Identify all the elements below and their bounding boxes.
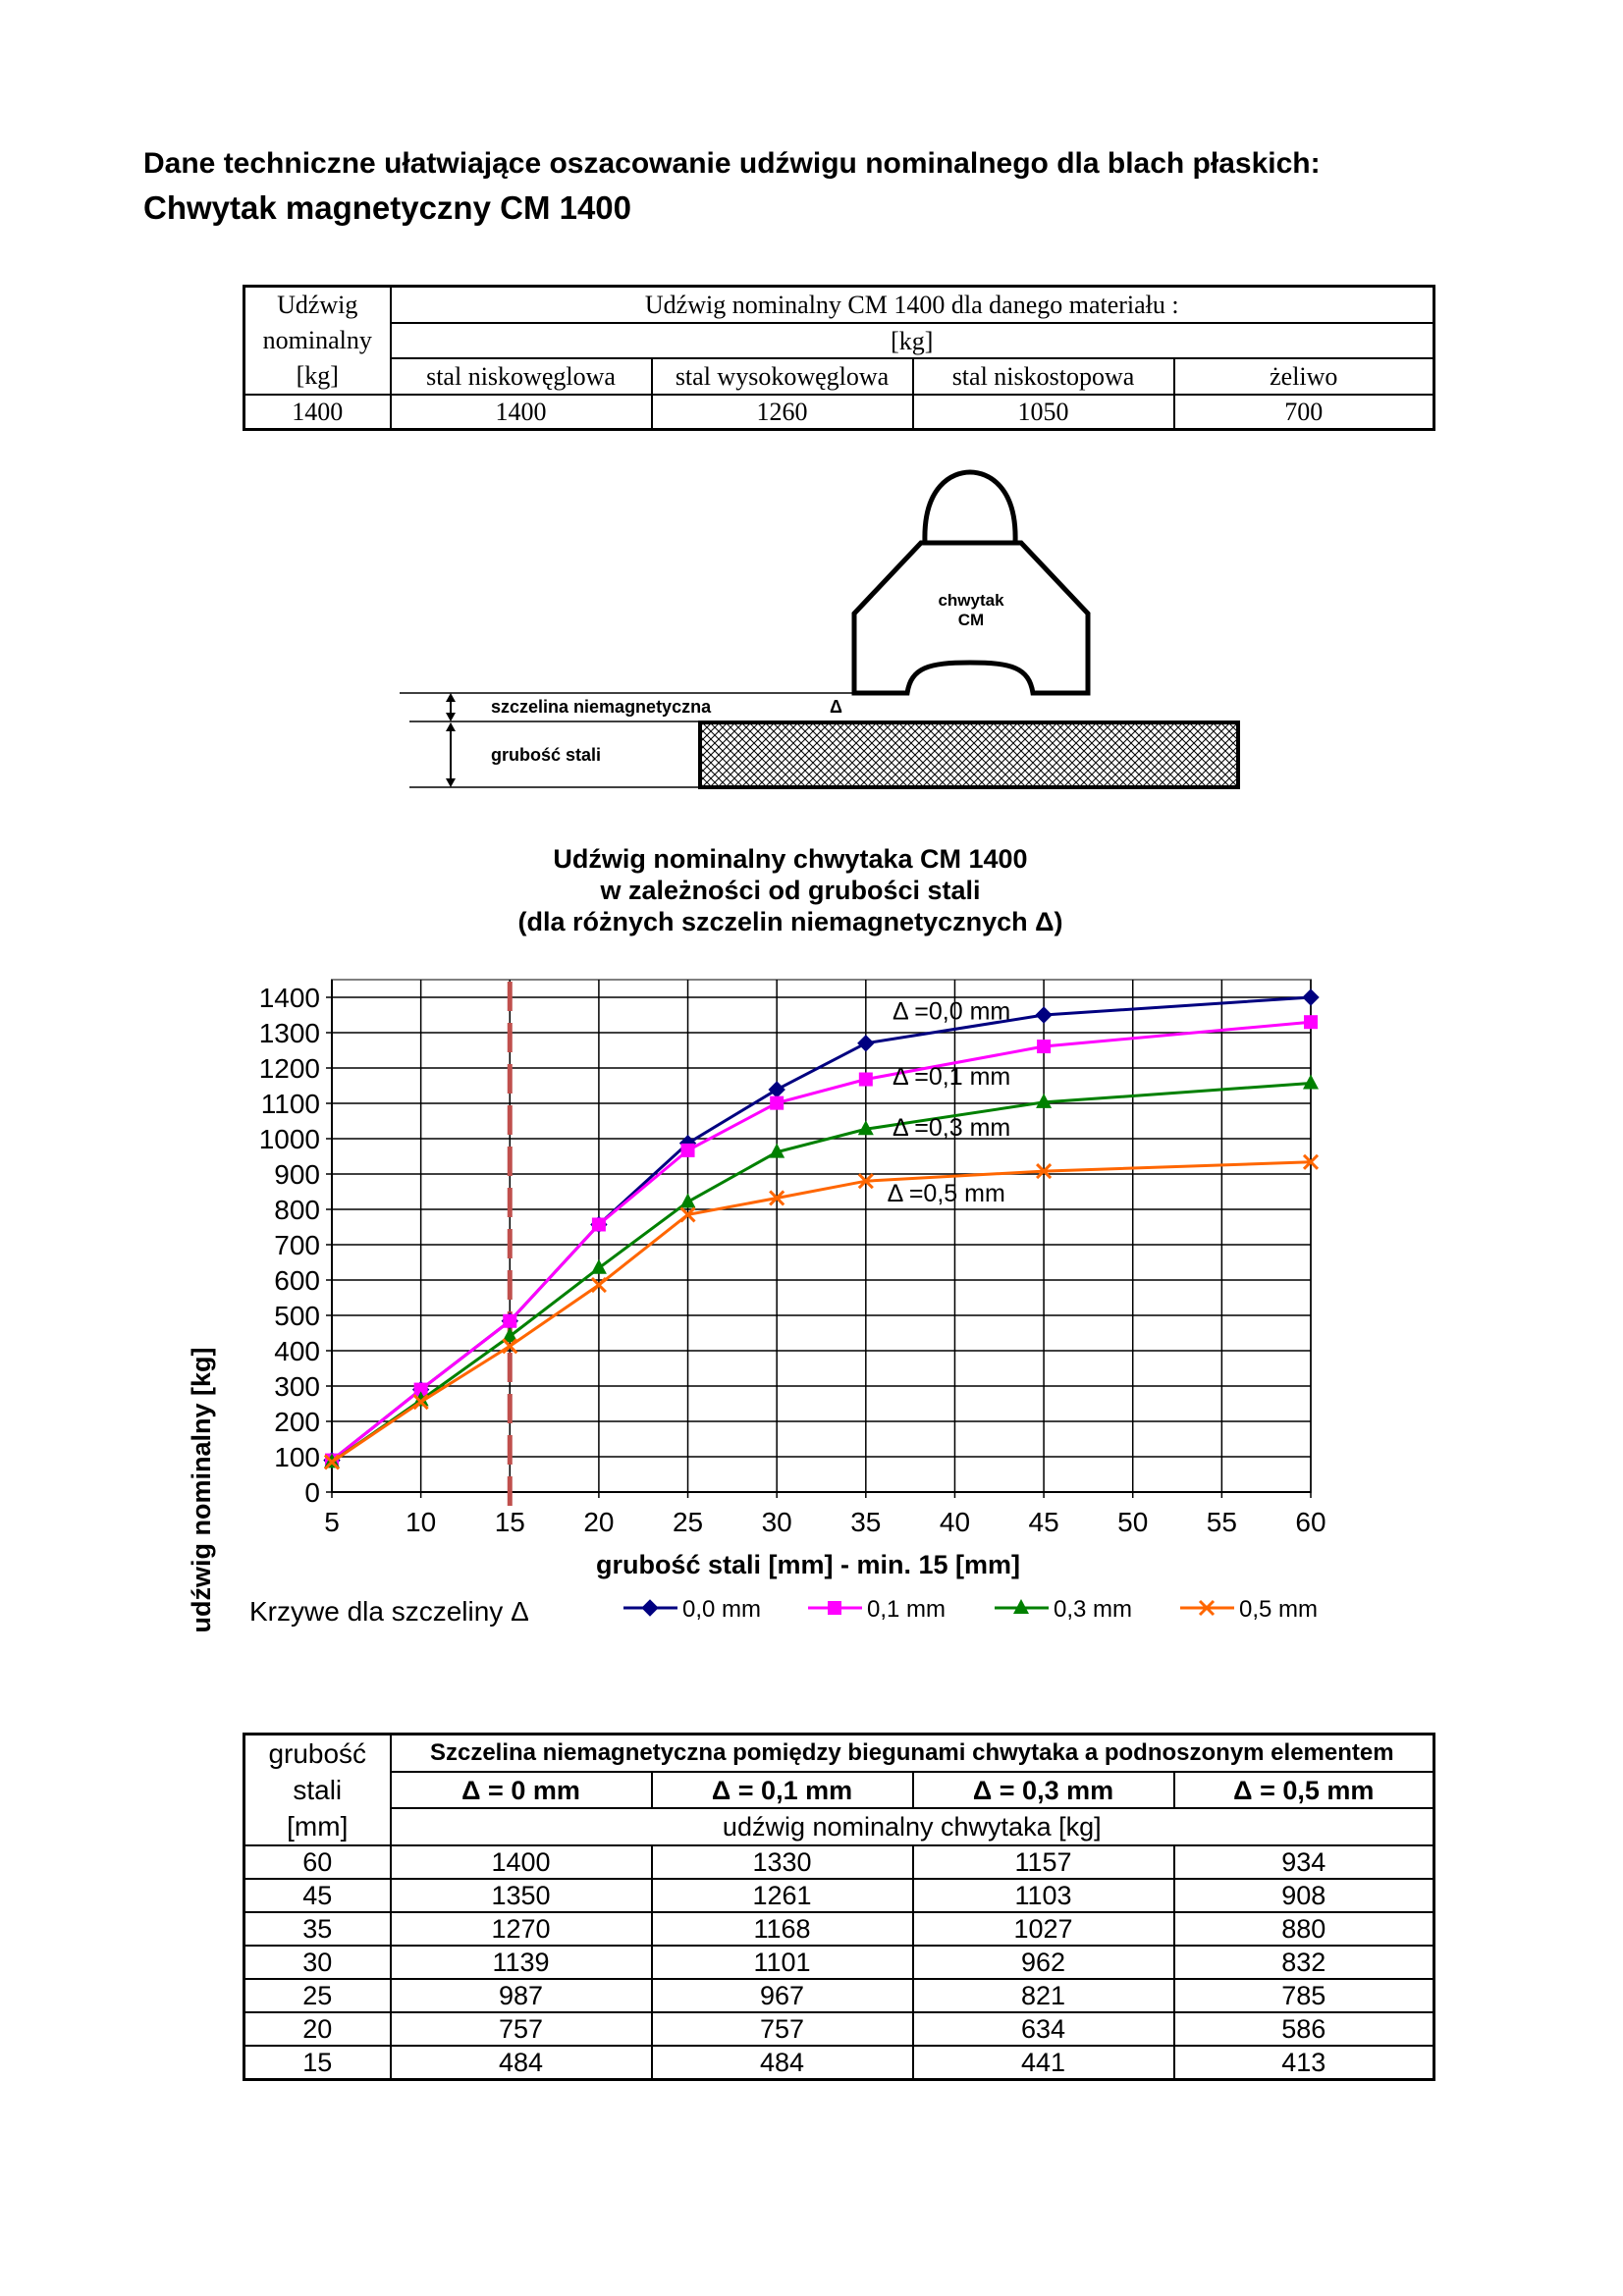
series-1-point: [1037, 1040, 1051, 1053]
table-row: [244, 1879, 1434, 1912]
table-row: [244, 1946, 1434, 1979]
y-tick-label: 1300: [258, 1018, 320, 1048]
load-cell: 413: [1174, 2046, 1434, 2080]
spec-cell: 1400: [244, 395, 391, 430]
load-cell: 1270: [391, 1912, 652, 1946]
y-tick-label: 500: [274, 1301, 320, 1331]
curve-annotation-3: Δ =0,5 mm: [887, 1179, 1005, 1207]
spec-material-header: stal wysokowęglowa: [652, 358, 913, 395]
load-cell: 967: [652, 1979, 913, 2012]
magnet-label-line2: CM: [957, 611, 985, 629]
loads-col0-line: grubość: [268, 1738, 367, 1769]
y-tick-label: 200: [274, 1407, 320, 1437]
spec-table: [243, 285, 1435, 431]
spec-material-header: żeliwo: [1174, 358, 1434, 395]
legend-title: Krzywe dla szczeliny Δ: [249, 1596, 529, 1627]
thickness-cell: 15: [244, 2046, 391, 2080]
series-1-point: [859, 1073, 873, 1087]
curve-annotation-1: Δ =0,1 mm: [893, 1063, 1011, 1091]
legend-label: 0,5 mm: [1239, 1596, 1319, 1623]
spec-material-header: stal niskowęglowa: [391, 358, 652, 395]
spec-span-unit: [kg]: [391, 323, 1434, 359]
load-cell: 634: [913, 2012, 1174, 2046]
load-cell: 1139: [391, 1946, 652, 1979]
loads-span-header: Szczelina niemagnetyczna pomiędzy biegunami chwytaka a podnoszonym elementem: [391, 1735, 1434, 1772]
legend-label: 0,0 mm: [682, 1596, 762, 1623]
gap-label: szczelina niemagnetyczna: [491, 697, 712, 717]
legend-label: 0,1 mm: [867, 1596, 947, 1623]
load-cell: 484: [652, 2046, 913, 2080]
load-cell: 1330: [652, 1845, 913, 1879]
loads-col0-line: stali: [293, 1775, 343, 1805]
y-tick-label: 800: [274, 1195, 320, 1225]
table-row: [244, 2012, 1434, 2046]
y-tick-label: 1400: [258, 983, 320, 1013]
load-cell: 757: [652, 2012, 913, 2046]
x-tick-label: 20: [583, 1507, 615, 1537]
load-cell: 586: [1174, 2012, 1434, 2046]
curve-annotation-2: Δ =0,3 mm: [893, 1114, 1011, 1143]
y-tick-label: 100: [274, 1442, 320, 1472]
spec-span-header: Udźwig nominalny CM 1400 dla danego materiału :: [391, 287, 1434, 323]
series-1-point: [681, 1144, 695, 1157]
loads-gap-header: Δ = 0,5 mm: [1174, 1772, 1434, 1809]
x-axis-label: grubość stali [mm] - min. 15 [mm]: [595, 1550, 1021, 1579]
y-tick-label: 600: [274, 1265, 320, 1296]
load-cell: 880: [1174, 1912, 1434, 1946]
spec-cell: 1050: [913, 395, 1174, 430]
load-cell: 934: [1174, 1845, 1434, 1879]
series-1-point: [1304, 1015, 1318, 1029]
magnet-handle: [925, 472, 1015, 543]
x-tick-label: 30: [761, 1507, 792, 1537]
thickness-label: grubość stali: [491, 745, 602, 765]
table-row: [244, 1912, 1434, 1946]
spec-col0-line: Udźwig: [277, 291, 358, 319]
y-tick-label: 1000: [258, 1124, 320, 1154]
series-1-point: [503, 1314, 516, 1328]
loads-gap-header: Δ = 0,1 mm: [652, 1772, 913, 1809]
loads-table-body: [244, 1845, 1434, 2080]
x-tick-label: 5: [324, 1507, 340, 1537]
load-cell: 1400: [391, 1845, 652, 1879]
x-tick-label: 50: [1117, 1507, 1149, 1537]
loads-gap-header: Δ = 0 mm: [391, 1772, 652, 1809]
legend-marker: [642, 1600, 658, 1616]
spec-col0-header: [244, 287, 391, 396]
load-cell: 1168: [652, 1912, 913, 1946]
spec-cell: 1400: [391, 395, 652, 430]
magnet-label-line1: chwytak: [938, 591, 1004, 610]
x-tick-label: 60: [1295, 1507, 1326, 1537]
thickness-cell: 20: [244, 2012, 391, 2046]
document-subheading: Chwytak magnetyczny CM 1400: [143, 189, 632, 226]
load-cell: 987: [391, 1979, 652, 2012]
plot-area: [259, 980, 1326, 1537]
x-tick-label: 40: [939, 1507, 971, 1537]
steel-plate: [700, 722, 1238, 787]
y-axis-label: udźwig nominalny [kg]: [187, 1347, 216, 1633]
table-row: [244, 1979, 1434, 2012]
x-tick-label: 35: [850, 1507, 882, 1537]
y-tick-label: 1200: [258, 1053, 320, 1084]
legend-marker: [828, 1601, 841, 1615]
loads-gap-header: Δ = 0,3 mm: [913, 1772, 1174, 1809]
load-cell: 832: [1174, 1946, 1434, 1979]
x-tick-label: 55: [1206, 1507, 1237, 1537]
load-cell: 821: [913, 1979, 1174, 2012]
load-cell: 908: [1174, 1879, 1434, 1912]
series-1-point: [770, 1096, 784, 1110]
load-cell: 1103: [913, 1879, 1174, 1912]
gap-symbol: Δ: [830, 697, 842, 717]
load-cell: 1027: [913, 1912, 1174, 1946]
series-1-point: [592, 1217, 606, 1231]
spec-material-header: stal niskostopowa: [913, 358, 1174, 395]
load-cell: 962: [913, 1946, 1174, 1979]
table-row: [244, 1845, 1434, 1879]
y-tick-label: 900: [274, 1159, 320, 1190]
load-cell: 757: [391, 2012, 652, 2046]
thickness-cell: 45: [244, 1879, 391, 1912]
x-tick-label: 15: [494, 1507, 525, 1537]
loads-unit-header: udźwig nominalny chwytaka [kg]: [391, 1808, 1434, 1845]
loads-table: [243, 1733, 1435, 2081]
x-tick-label: 45: [1028, 1507, 1059, 1537]
thickness-cell: 30: [244, 1946, 391, 1979]
thickness-cell: 35: [244, 1912, 391, 1946]
chart-title-line2: w zależności od grubości stali: [600, 876, 981, 905]
y-tick-label: 1100: [260, 1089, 320, 1119]
document-heading: Dane techniczne ułatwiające oszacowanie udźwigu nominalnego dla blach płaskich:: [143, 147, 1321, 180]
x-tick-label: 10: [406, 1507, 437, 1537]
loads-col0-header: [244, 1735, 391, 1846]
spec-cell: 1260: [652, 395, 913, 430]
x-tick-label: 25: [672, 1507, 704, 1537]
load-cell: 785: [1174, 1979, 1434, 2012]
chart-title-line3: (dla różnych szczelin niemagnetycznych Δ): [517, 907, 1063, 936]
curve-annotation-0: Δ =0,0 mm: [893, 997, 1011, 1026]
y-tick-label: 700: [274, 1230, 320, 1260]
load-cell: 1350: [391, 1879, 652, 1912]
chart-title-line1: Udźwig nominalny chwytaka CM 1400: [553, 844, 1028, 874]
load-cell: 1261: [652, 1879, 913, 1912]
y-tick-label: 300: [274, 1371, 320, 1402]
y-tick-label: 400: [274, 1336, 320, 1366]
thickness-cell: 25: [244, 1979, 391, 2012]
load-cell: 484: [391, 2046, 652, 2080]
load-cell: 441: [913, 2046, 1174, 2080]
load-chart: [137, 834, 1375, 1649]
magnet-diagram: [373, 456, 1257, 810]
legend-label: 0,3 mm: [1054, 1596, 1133, 1623]
plot-frame: [332, 980, 1311, 1492]
spec-cell: 700: [1174, 395, 1434, 430]
table-row: [244, 2046, 1434, 2080]
loads-col0-line: [mm]: [287, 1811, 349, 1842]
load-cell: 1157: [913, 1845, 1174, 1879]
thickness-cell: 60: [244, 1845, 391, 1879]
spec-col0-line: [kg]: [296, 361, 339, 390]
chart-legend: [623, 1596, 1318, 1623]
spec-col0-line: nominalny: [262, 326, 372, 354]
y-tick-label: 0: [304, 1477, 320, 1508]
load-cell: 1101: [652, 1946, 913, 1979]
